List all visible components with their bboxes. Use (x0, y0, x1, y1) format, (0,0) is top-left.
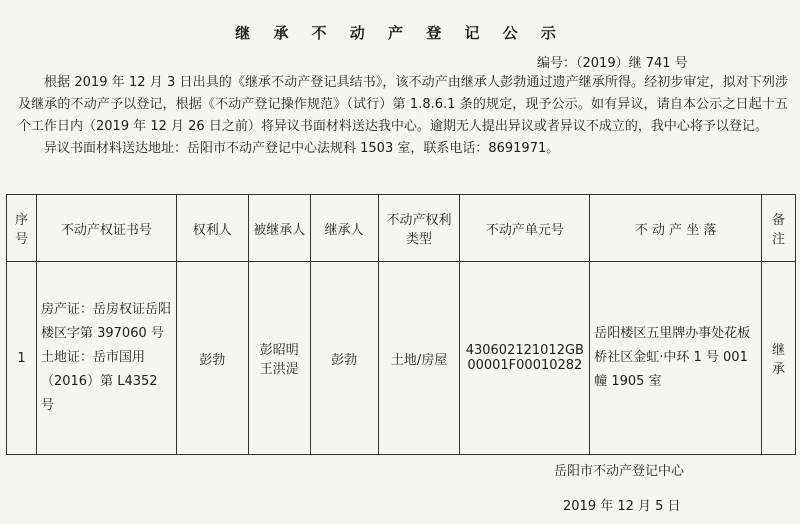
cell-seq: 1 (7, 262, 37, 455)
cell-remark: 继承 (761, 262, 795, 455)
notice-body (18, 72, 788, 160)
cell-unit-no: 430602121012GB00001F00010282 (460, 262, 590, 455)
cell-right-type: 土地/房屋 (378, 262, 460, 455)
table-row (7, 262, 796, 455)
issuing-organization: 岳阳市不动产登记中心 (554, 464, 685, 479)
table-header-row (7, 195, 796, 262)
issue-date: 2019 年 12 月 5 日 (563, 499, 681, 514)
notice-paragraph: 根据 2019 年 12 月 3 日出具的《继承不动产登记具结书》，该不动产由继承人彭勃通过遗产继承所得。经初步审定，拟对下列涉及继承的不动产予以登记，根据《不动产登记操作规范》（试行）第 1.8.6.1 条的规定，现予公示。如有异议，请自本公示之日起十五个工作日内（2019 年 12 月 26 日之前）将异议书面材料送达我中心。逾期无人提出异议或者异议不成立的，我中心将予以登记。 (18, 75, 788, 134)
header-remark: 备注 (761, 195, 795, 262)
header-right-type: 不动产权利类型 (378, 195, 460, 262)
cell-holder: 彭勃 (176, 262, 248, 455)
land-cert: 土地证：岳市国用（2016）第 L4352 号 (40, 350, 158, 413)
header-decedent: 被继承人 (248, 195, 310, 262)
header-seq: 序号 (7, 195, 37, 262)
header-holder: 权利人 (176, 195, 248, 262)
cell-decedent: 彭昭明 王洪湜 (248, 262, 310, 455)
header-unit-no: 不动产单元号 (460, 195, 590, 262)
header-cert-no: 不动产权证书号 (36, 195, 176, 262)
page-title: 继 承 不 动 产 登 记 公 示 (235, 24, 565, 42)
header-heir: 继承人 (310, 195, 378, 262)
document-number: 编号：（2019）继 741 号 (537, 56, 688, 71)
cell-cert-no (36, 262, 176, 455)
cell-heir: 彭勃 (310, 262, 378, 455)
property-table (6, 194, 796, 455)
objection-address: 异议书面材料送达地址：岳阳市不动产登记中心法规科 1503 室，联系电话：8691971。 (44, 141, 560, 156)
cell-location: 岳阳楼区五里牌办事处花板桥社区金虹·中环 1 号 001 幢 1905 室 (590, 262, 762, 455)
house-cert: 房产证：岳房权证岳阳楼区字第 397060 号 (40, 302, 171, 341)
header-location: 不 动 产 坐 落 (590, 195, 762, 262)
